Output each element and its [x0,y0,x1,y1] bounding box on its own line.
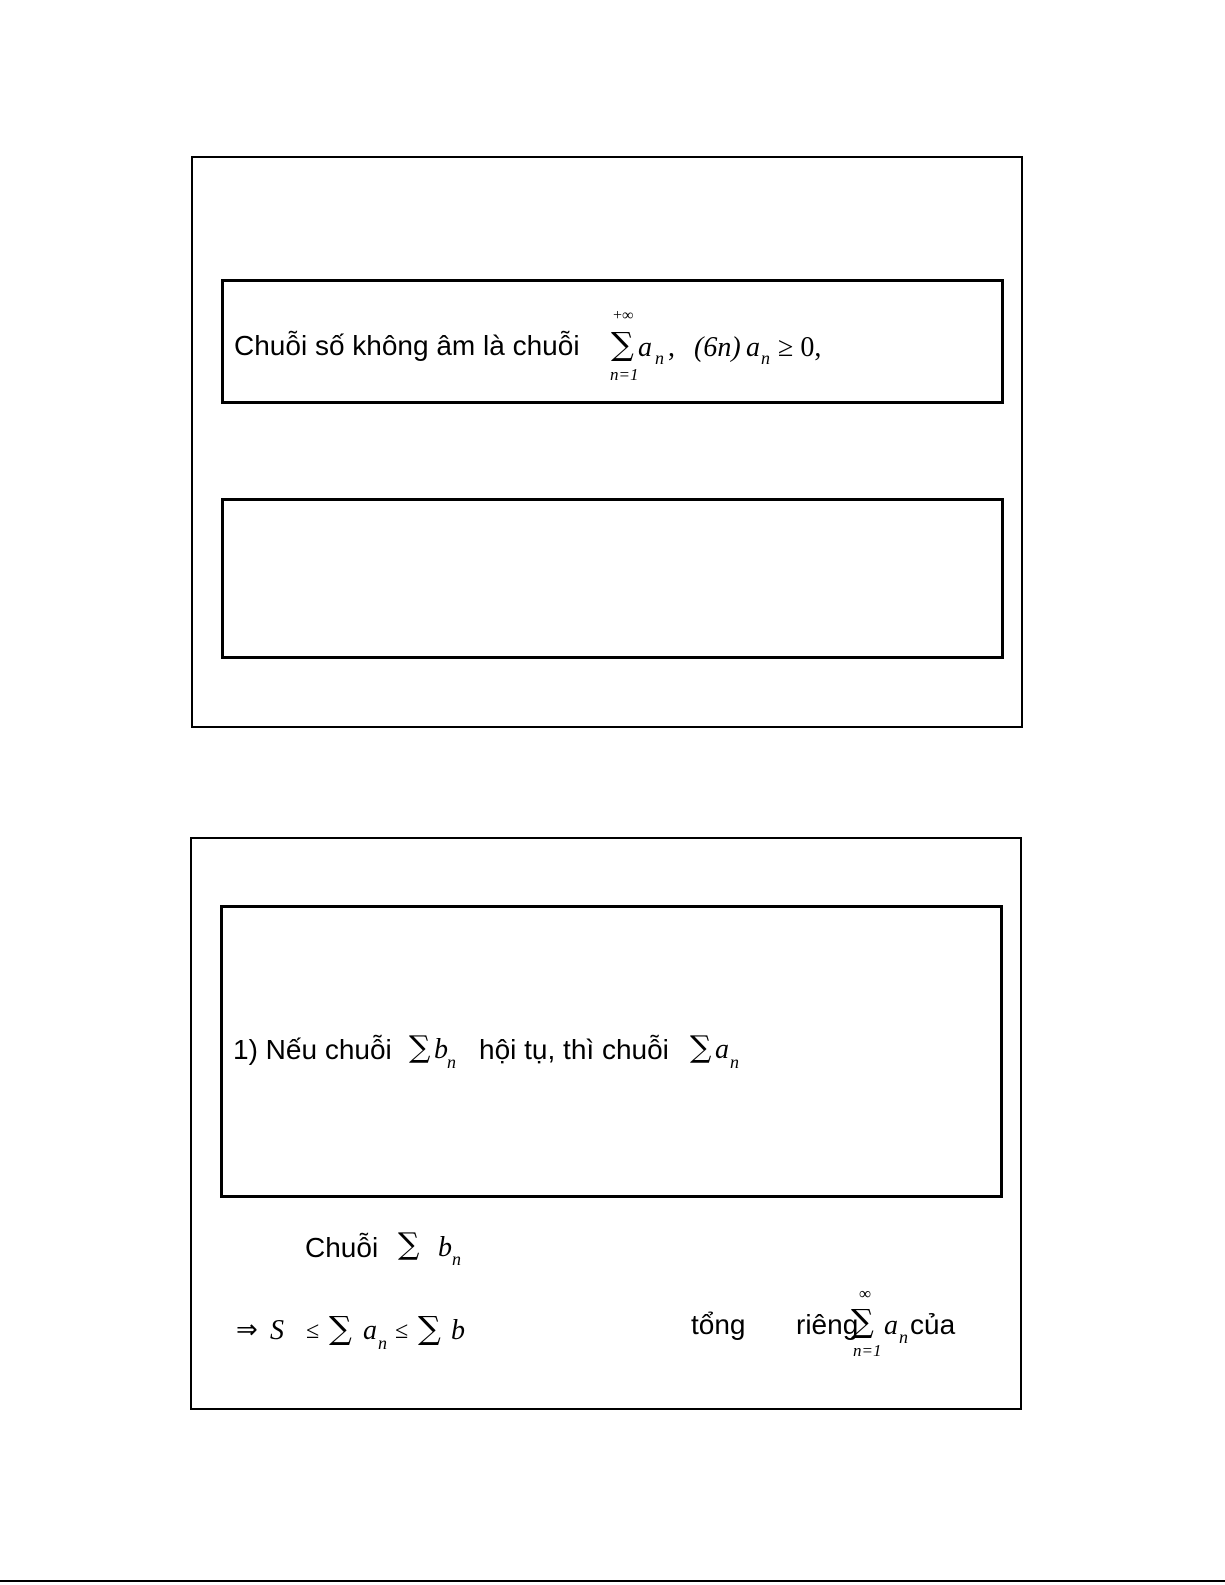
proof-sum-b: ∑ [418,1309,441,1347]
sum-symbol: ∑ [611,325,634,363]
partial-sum-a-subscript: n [899,1327,908,1347]
sum-lower-limit: n=1 [610,365,639,384]
theorem-middle: hội tụ, thì chuỗi [479,1034,669,1065]
definition-box [221,279,1004,404]
slide-1 [191,156,1023,728]
term-a-subscript: n [655,348,664,368]
condition-rest: ≥ 0, [778,332,822,363]
word-rieng: riêng [796,1309,859,1340]
proof-line1-sum: ∑ [398,1227,420,1262]
slide-2 [190,837,1022,1410]
leq-2: ≤ [395,1318,409,1344]
theorem-b: b [434,1034,448,1065]
theorem-prefix: 1) Nếu chuỗi [233,1034,392,1065]
definition-text: Chuỗi số không âm là chuỗi [234,330,580,361]
partial-sum-upper: ∞ [859,1284,872,1303]
implies-symbol: ⇒ [236,1315,258,1344]
term-a: a [638,332,652,363]
page-bottom-edge [0,1580,1225,1582]
theorem-a: a [715,1034,729,1065]
proof-s: S [270,1315,284,1346]
theorem-b-subscript: n [447,1052,456,1072]
condition-term-subscript: n [761,348,770,368]
leq-1: ≤ [306,1318,320,1344]
word-tong: tổng [691,1309,746,1340]
proof-a: a [363,1315,377,1346]
empty-box [221,498,1004,659]
proof-line1-b-subscript: n [452,1249,461,1269]
partial-sum-a: a [884,1310,898,1341]
theorem-box [220,905,1003,1198]
proof-b: b [451,1315,465,1346]
proof-line1-label: Chuỗi [305,1232,379,1263]
proof-sum-a: ∑ [329,1309,352,1347]
condition-prefix: (6n) [694,332,741,363]
partial-sum-lower: n=1 [853,1341,882,1360]
condition-term-a: a [746,332,760,363]
sum-symbol-a: ∑ [690,1030,712,1065]
proof-line1-b: b [438,1232,452,1263]
sum-symbol-b: ∑ [409,1030,431,1065]
theorem-a-subscript: n [730,1052,739,1072]
sum-upper-limit: +∞ [613,307,634,324]
term-comma: , [668,332,675,363]
proof-a-subscript: n [378,1333,387,1353]
word-cua: của [910,1309,956,1340]
partial-sum-symbol: ∑ [851,1302,874,1340]
